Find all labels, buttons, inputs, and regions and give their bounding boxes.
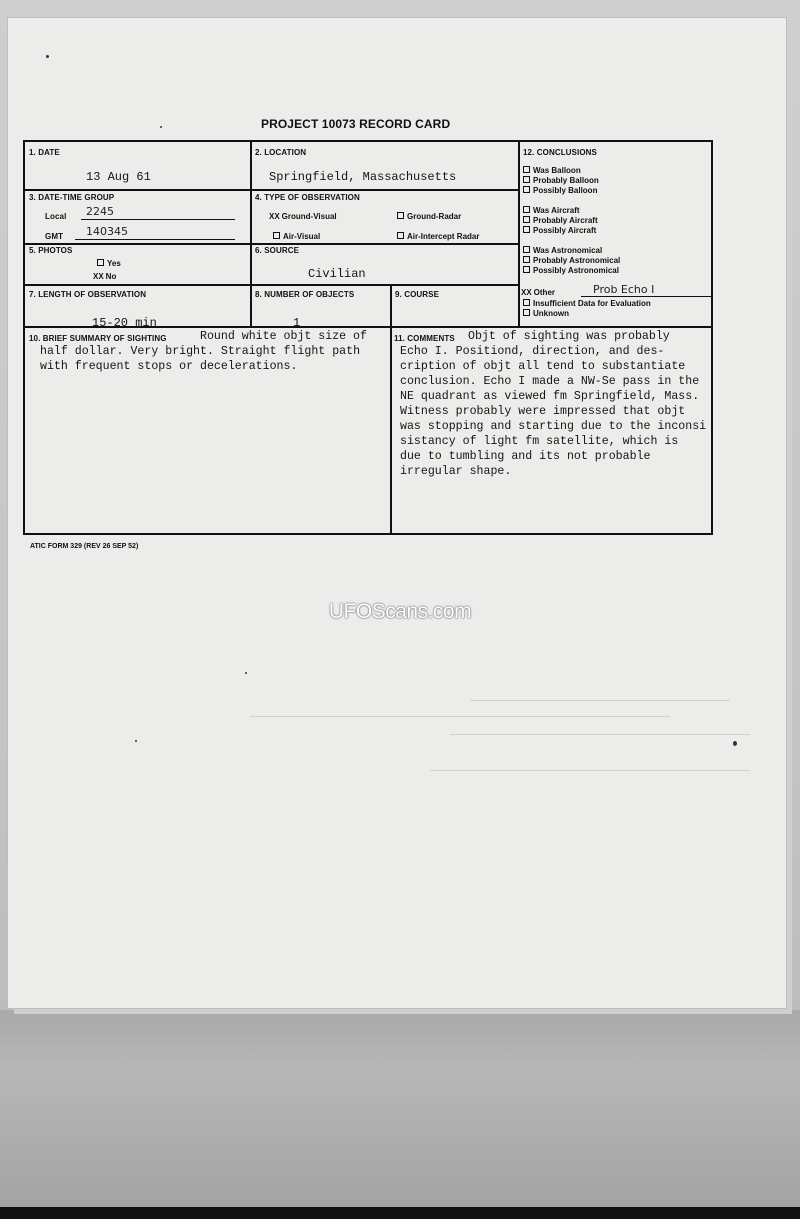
- brief-summary-line: with frequent stops or decelerations.: [40, 360, 298, 373]
- conclusion-option: Possibly Astronomical: [523, 266, 619, 275]
- checkbox-icon: [523, 166, 530, 173]
- source-label: 6. SOURCE: [255, 246, 300, 255]
- bleed-through-line: [470, 700, 730, 701]
- conclusion-option: Probably Aircraft: [523, 216, 598, 225]
- photos-no-label: No: [105, 272, 117, 281]
- brief-summary-label: 10. BRIEF SUMMARY OF SIGHTING: [29, 334, 167, 343]
- selected-mark: XX: [93, 272, 104, 281]
- air-intercept-radar-option: [397, 232, 479, 241]
- checkbox-icon: [523, 246, 530, 253]
- conclusion-option: Was Balloon: [523, 166, 581, 175]
- selected-mark: XX: [269, 212, 280, 221]
- type-of-observation-label: 4. TYPE OF OBSERVATION: [255, 193, 360, 202]
- scan-border: [0, 1207, 800, 1219]
- selected-mark: XX: [521, 288, 532, 297]
- brief-summary-line: Round white objt size of: [200, 330, 367, 343]
- scan-lower-margin: [0, 1010, 800, 1210]
- photos-label: 5. PHOTOS: [29, 246, 73, 255]
- checkbox-icon: [523, 176, 530, 183]
- checkbox-icon: [523, 256, 530, 263]
- photos-yes-option: [97, 259, 121, 268]
- gmt-underline: [75, 239, 235, 240]
- air-visual-label: Air-Visual: [283, 232, 321, 241]
- comments-line: due to tumbling and its not probable: [400, 450, 651, 463]
- checkbox-icon: [523, 206, 530, 213]
- checkbox-icon: [523, 216, 530, 223]
- comments-label: 11. COMMENTS: [394, 334, 455, 343]
- length-of-observation-label: 7. LENGTH OF OBSERVATION: [29, 290, 147, 299]
- checkbox-icon: [97, 259, 104, 266]
- ground-visual-option: [269, 212, 337, 221]
- comments-line: Echo I. Positiond, direction, and des-: [400, 345, 665, 358]
- location-label: 2. LOCATION: [255, 148, 307, 157]
- scan-speck: [733, 741, 737, 746]
- divider: [518, 142, 520, 327]
- watermark: UFOScans.com: [328, 600, 472, 623]
- course-label: 9. COURSE: [395, 290, 440, 299]
- conclusion-other-label: Other: [533, 288, 556, 297]
- length-of-observation-value: 15-20 min: [92, 316, 157, 330]
- date-value: 13 Aug 61: [86, 170, 151, 184]
- bleed-through-line: [250, 716, 670, 717]
- gmt-label: GMT: [45, 232, 64, 241]
- checkbox-icon: [273, 232, 280, 239]
- local-time-value: 2245: [86, 205, 114, 218]
- card-title: PROJECT 10073 RECORD CARD: [261, 117, 451, 131]
- comments-line: cription of objt all tend to substantiate: [400, 360, 686, 373]
- conclusion-option: Was Astronomical: [523, 246, 602, 255]
- comments-line: was stopping and starting due to the inconsi: [400, 420, 707, 433]
- bleed-through-line: [450, 734, 750, 735]
- checkbox-icon: [523, 266, 530, 273]
- number-of-objects-label: 8. NUMBER OF OBJECTS: [255, 290, 355, 299]
- comments-line: NE quadrant as viewed fm Springfield, Mass.: [400, 390, 700, 403]
- conclusion-option: Was Aircraft: [523, 206, 580, 215]
- checkbox-icon: [523, 186, 530, 193]
- local-time-label: Local: [45, 212, 67, 221]
- conclusion-option: Insufficient Data for Evaluation: [523, 299, 651, 308]
- conclusions-label: 12. CONCLUSIONS: [523, 148, 597, 157]
- air-visual-option: [273, 232, 320, 241]
- conclusion-other-value: Prob Echo I: [593, 283, 655, 296]
- comments-line: Witness probably were impressed that objt: [400, 405, 686, 418]
- conclusion-option: Probably Balloon: [523, 176, 599, 185]
- checkbox-icon: [523, 226, 530, 233]
- record-card: [23, 140, 713, 535]
- conclusion-option: Probably Astronomical: [523, 256, 620, 265]
- ground-radar-option: [397, 212, 461, 221]
- conclusion-option: Possibly Aircraft: [523, 226, 596, 235]
- scan-speck: [135, 740, 137, 742]
- divider: [250, 142, 252, 327]
- conclusion-option: Possibly Balloon: [523, 186, 597, 195]
- divider: [25, 189, 519, 191]
- bleed-through-line: [430, 770, 750, 771]
- scan-speck: [245, 672, 247, 674]
- source-value: Civilian: [308, 267, 366, 281]
- conclusion-option: Unknown: [523, 309, 569, 318]
- ground-visual-label: Ground-Visual: [281, 212, 337, 221]
- comments-line: Objt of sighting was probably: [468, 330, 670, 343]
- ground-radar-label: Ground-Radar: [407, 212, 462, 221]
- brief-summary-line: half dollar. Very bright. Straight flight path: [40, 345, 361, 358]
- conclusion-other-option: [521, 288, 555, 297]
- photos-no-option: [93, 272, 116, 281]
- location-value: Springfield, Massachusetts: [269, 170, 457, 184]
- divider: [391, 285, 392, 327]
- checkbox-icon: [523, 309, 530, 316]
- date-label: 1. DATE: [29, 148, 60, 157]
- checkbox-icon: [397, 212, 404, 219]
- form-identifier: ATIC FORM 329 (REV 26 SEP 52): [30, 543, 139, 550]
- divider: [25, 284, 519, 286]
- local-time-underline: [81, 219, 235, 220]
- comments-line: conclusion. Echo I made a NW-Se pass in the: [400, 375, 700, 388]
- divider: [25, 243, 519, 245]
- checkbox-icon: [397, 232, 404, 239]
- photos-yes-label: Yes: [107, 259, 121, 268]
- conclusion-other-underline: [581, 296, 711, 297]
- air-intercept-radar-label: Air-Intercept Radar: [407, 232, 480, 241]
- gmt-value: 140345: [86, 225, 128, 238]
- comments-line: sistancy of light fm satellite, which is: [400, 435, 679, 448]
- comments-line: irregular shape.: [400, 465, 512, 478]
- checkbox-icon: [523, 299, 530, 306]
- scan-speck: [160, 126, 162, 128]
- number-of-objects-value: 1: [293, 316, 301, 330]
- date-time-group-label: 3. DATE-TIME GROUP: [29, 193, 115, 202]
- scan-speck: [46, 55, 49, 58]
